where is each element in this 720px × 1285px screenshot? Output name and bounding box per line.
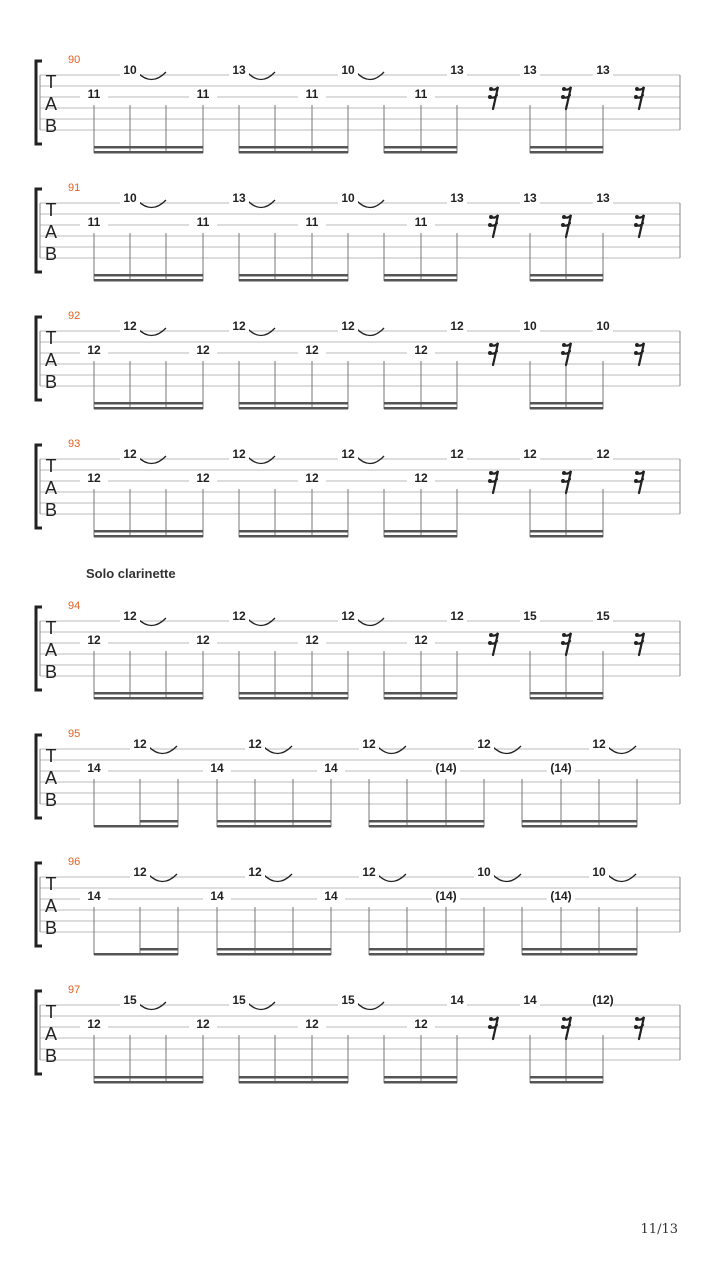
beam (384, 274, 457, 277)
beam (94, 146, 203, 149)
fret-number: 10 (341, 63, 355, 77)
fret-number: 13 (450, 63, 464, 77)
tie-arc (356, 1002, 384, 1010)
fret-number: 14 (87, 761, 101, 775)
fret-number: 15 (232, 993, 246, 1007)
fret-number: 12 (414, 633, 428, 647)
fret-number: 11 (196, 87, 210, 101)
beam (522, 953, 637, 956)
rest-dot (488, 641, 492, 645)
rest-dot (634, 641, 638, 645)
beam (384, 692, 457, 695)
tie-arc (263, 746, 292, 754)
beam (239, 407, 348, 410)
beam (217, 953, 331, 956)
fret-number: 12 (414, 1017, 428, 1031)
system-bracket (36, 445, 42, 528)
fret-number: 14 (210, 889, 224, 903)
tie-arc (356, 72, 384, 80)
beam (239, 535, 348, 538)
beam (530, 535, 603, 538)
beam (239, 146, 348, 149)
rest-dot (635, 633, 639, 637)
fret-number: (14) (550, 761, 572, 775)
fret-number: 14 (450, 993, 464, 1007)
beam (94, 402, 203, 405)
beam (530, 530, 603, 533)
tab-system (36, 984, 680, 1084)
beam (94, 535, 203, 538)
measure-number: 92 (68, 310, 81, 322)
rest-dot (489, 87, 493, 91)
measure-number: 94 (68, 600, 81, 612)
fret-number: 12 (305, 633, 319, 647)
fret-number: 12 (414, 343, 428, 357)
tab-clef-letter: B (44, 662, 58, 682)
fret-number: 15 (341, 993, 355, 1007)
beam (522, 825, 637, 828)
beam (94, 1076, 203, 1079)
fret-number: 10 (123, 63, 137, 77)
tie-arc (137, 1002, 166, 1010)
system-bracket (36, 863, 42, 946)
beam (384, 530, 457, 533)
measure-number: 93 (68, 438, 81, 450)
fret-number: 12 (362, 737, 376, 751)
fret-number: 10 (477, 865, 491, 879)
tab-system (36, 54, 680, 154)
fret-number: 12 (596, 447, 610, 461)
fret-number: 13 (523, 191, 537, 205)
fret-number: 12 (87, 471, 101, 485)
fret-number: 12 (87, 343, 101, 357)
rest-dot (561, 641, 565, 645)
tab-clef-letter: T (45, 874, 57, 894)
tie-arc (148, 874, 177, 882)
beam (384, 697, 457, 700)
tab-system (36, 728, 680, 828)
tie-arc (247, 200, 275, 208)
rest-dot (488, 479, 492, 483)
measure-number: 95 (68, 728, 81, 740)
beam (94, 692, 203, 695)
rest-dot (634, 95, 638, 99)
tab-clef-letter: A (44, 350, 58, 370)
rest-dot (561, 479, 565, 483)
rest-dot (562, 1017, 566, 1021)
tie-arc (263, 874, 292, 882)
rest-dot (488, 95, 492, 99)
fret-number: 11 (87, 87, 101, 101)
tab-clef-letter: A (44, 896, 58, 916)
tie-arc (247, 1002, 275, 1010)
beam (239, 1076, 348, 1079)
fret-number: 12 (133, 737, 147, 751)
fret-number: (12) (592, 993, 614, 1007)
rest-dot (561, 1025, 565, 1029)
tie-arc (148, 746, 177, 754)
fret-number: 12 (341, 319, 355, 333)
rest-dot (561, 95, 565, 99)
fret-number: 12 (305, 471, 319, 485)
rest-dot (634, 223, 638, 227)
fret-number: 12 (232, 447, 246, 461)
rest-dot (635, 1017, 639, 1021)
tie-arc (377, 874, 406, 882)
tab-clef-letter: T (45, 200, 57, 220)
tie-arc (356, 456, 384, 464)
rest-dot (634, 1025, 638, 1029)
fret-number: 14 (210, 761, 224, 775)
beam (384, 146, 457, 149)
tie-arc (137, 328, 166, 336)
beam (530, 692, 603, 695)
tab-clef-letter: B (44, 244, 58, 264)
beam (384, 151, 457, 154)
rest-dot (561, 223, 565, 227)
fret-number: 12 (592, 737, 606, 751)
measure-number: 97 (68, 984, 81, 996)
rest-dot (562, 633, 566, 637)
fret-number: 11 (87, 215, 101, 229)
beam (94, 407, 203, 410)
fret-number: 12 (196, 633, 210, 647)
fret-number: 12 (248, 865, 262, 879)
beam (530, 151, 603, 154)
beam (530, 407, 603, 410)
tie-arc (247, 618, 275, 626)
fret-number: 12 (196, 1017, 210, 1031)
beam (94, 825, 140, 828)
beam (530, 1076, 603, 1079)
fret-number: 12 (87, 633, 101, 647)
tab-system (36, 600, 680, 700)
rest-dot (562, 87, 566, 91)
fret-number: 12 (196, 343, 210, 357)
fret-number: 13 (232, 191, 246, 205)
fret-number: 14 (523, 993, 537, 1007)
beam (94, 279, 203, 282)
tab-system (36, 856, 680, 956)
beam (140, 948, 178, 951)
tab-clef-letter: A (44, 478, 58, 498)
rest-dot (635, 343, 639, 347)
rest-dot (489, 343, 493, 347)
tie-arc (607, 874, 636, 882)
fret-number: (14) (435, 761, 457, 775)
beam (369, 825, 484, 828)
rest-dot (635, 471, 639, 475)
beam (384, 402, 457, 405)
system-bracket (36, 607, 42, 690)
beam (94, 1081, 203, 1084)
beam (384, 279, 457, 282)
tab-clef-letter: A (44, 94, 58, 114)
tie-arc (356, 200, 384, 208)
rest-dot (561, 351, 565, 355)
fret-number: 14 (324, 889, 338, 903)
fret-number: 14 (87, 889, 101, 903)
fret-number: 10 (596, 319, 610, 333)
fret-number: 12 (123, 319, 137, 333)
page-number: 11/13 (640, 1222, 678, 1237)
fret-number: 12 (196, 471, 210, 485)
fret-number: 12 (123, 447, 137, 461)
beam (94, 530, 203, 533)
fret-number: (14) (435, 889, 457, 903)
beam (217, 825, 331, 828)
beam (239, 151, 348, 154)
tab-clef-letter: T (45, 1002, 57, 1022)
rest-dot (488, 351, 492, 355)
tab-clef-letter: B (44, 500, 58, 520)
beam (369, 820, 484, 823)
fret-number: 13 (596, 191, 610, 205)
tab-system (36, 310, 680, 410)
beam (384, 1076, 457, 1079)
measure-number: 90 (68, 54, 81, 66)
beam (384, 535, 457, 538)
beam (239, 692, 348, 695)
beam (530, 274, 603, 277)
system-bracket (36, 991, 42, 1074)
tab-system (36, 182, 680, 282)
tab-clef-letter: B (44, 918, 58, 938)
rest-dot (635, 215, 639, 219)
fret-number: 13 (596, 63, 610, 77)
rest-dot (634, 351, 638, 355)
tab-clef-letter: B (44, 1046, 58, 1066)
beam (530, 279, 603, 282)
fret-number: 12 (248, 737, 262, 751)
section-label: Solo clarinette (86, 566, 176, 581)
fret-number: 11 (414, 215, 428, 229)
tab-clef-letter: B (44, 790, 58, 810)
fret-number: 11 (196, 215, 210, 229)
beam (239, 530, 348, 533)
fret-number: 12 (133, 865, 147, 879)
rest-dot (489, 215, 493, 219)
rest-dot (488, 1025, 492, 1029)
fret-number: 13 (523, 63, 537, 77)
beam (140, 825, 178, 828)
fret-number: 15 (523, 609, 537, 623)
fret-number: 11 (305, 87, 319, 101)
fret-number: 10 (592, 865, 606, 879)
rest-dot (562, 215, 566, 219)
beam (217, 948, 331, 951)
beam (239, 274, 348, 277)
tab-clef-letter: A (44, 222, 58, 242)
beam (530, 697, 603, 700)
tab-clef-letter: T (45, 618, 57, 638)
rest-dot (562, 471, 566, 475)
beam (239, 697, 348, 700)
tie-arc (607, 746, 636, 754)
rest-dot (489, 633, 493, 637)
fret-number: 12 (305, 1017, 319, 1031)
tie-arc (356, 618, 384, 626)
fret-number: 13 (450, 191, 464, 205)
tie-arc (247, 456, 275, 464)
fret-number: 10 (523, 319, 537, 333)
fret-number: 12 (477, 737, 491, 751)
tie-arc (356, 328, 384, 336)
fret-number: 12 (232, 319, 246, 333)
beam (369, 953, 484, 956)
beam (530, 1081, 603, 1084)
beam (94, 697, 203, 700)
fret-number: 12 (123, 609, 137, 623)
beam (384, 407, 457, 410)
beam (384, 1081, 457, 1084)
fret-number: 12 (414, 471, 428, 485)
beam (94, 953, 140, 956)
fret-number: 12 (362, 865, 376, 879)
rest-dot (635, 87, 639, 91)
fret-number: 10 (341, 191, 355, 205)
fret-number: 12 (305, 343, 319, 357)
tab-clef-letter: T (45, 72, 57, 92)
system-bracket (36, 735, 42, 818)
rest-dot (489, 1017, 493, 1021)
system-bracket (36, 317, 42, 400)
fret-number: 10 (123, 191, 137, 205)
fret-number: 15 (123, 993, 137, 1007)
tab-clef-letter: B (44, 372, 58, 392)
beam (239, 402, 348, 405)
beam (239, 279, 348, 282)
system-bracket (36, 61, 42, 144)
rest-dot (489, 471, 493, 475)
fret-number: 11 (414, 87, 428, 101)
rest-dot (562, 343, 566, 347)
beam (94, 274, 203, 277)
fret-number: 12 (450, 319, 464, 333)
fret-number: (14) (550, 889, 572, 903)
fret-number: 12 (341, 447, 355, 461)
fret-number: 15 (596, 609, 610, 623)
tab-clef-letter: T (45, 328, 57, 348)
beam (530, 146, 603, 149)
beam (239, 1081, 348, 1084)
tab-clef-letter: A (44, 640, 58, 660)
beam (530, 402, 603, 405)
tab-clef-letter: T (45, 746, 57, 766)
fret-number: 13 (232, 63, 246, 77)
tie-arc (247, 328, 275, 336)
beam (522, 948, 637, 951)
beam (217, 820, 331, 823)
fret-number: 12 (450, 609, 464, 623)
beam (522, 820, 637, 823)
tab-clef-letter: A (44, 768, 58, 788)
beam (94, 151, 203, 154)
tab-clef-letter: A (44, 1024, 58, 1044)
beam (369, 948, 484, 951)
fret-number: 12 (232, 609, 246, 623)
fret-number: 11 (305, 215, 319, 229)
tie-arc (137, 456, 166, 464)
tab-system (36, 438, 680, 538)
beam (140, 953, 178, 956)
tab-clef-letter: B (44, 116, 58, 136)
tab-clef-letter: T (45, 456, 57, 476)
fret-number: 12 (523, 447, 537, 461)
fret-number: 14 (324, 761, 338, 775)
fret-number: 12 (341, 609, 355, 623)
tie-arc (492, 746, 521, 754)
fret-number: 12 (450, 447, 464, 461)
tie-arc (137, 200, 166, 208)
measure-number: 96 (68, 856, 81, 868)
tie-arc (377, 746, 406, 754)
rest-dot (634, 479, 638, 483)
measure-number: 91 (68, 182, 81, 194)
tie-arc (137, 618, 166, 626)
tie-arc (492, 874, 521, 882)
fret-number: 12 (87, 1017, 101, 1031)
system-bracket (36, 189, 42, 272)
tie-arc (137, 72, 166, 80)
tie-arc (247, 72, 275, 80)
rest-dot (488, 223, 492, 227)
beam (140, 820, 178, 823)
